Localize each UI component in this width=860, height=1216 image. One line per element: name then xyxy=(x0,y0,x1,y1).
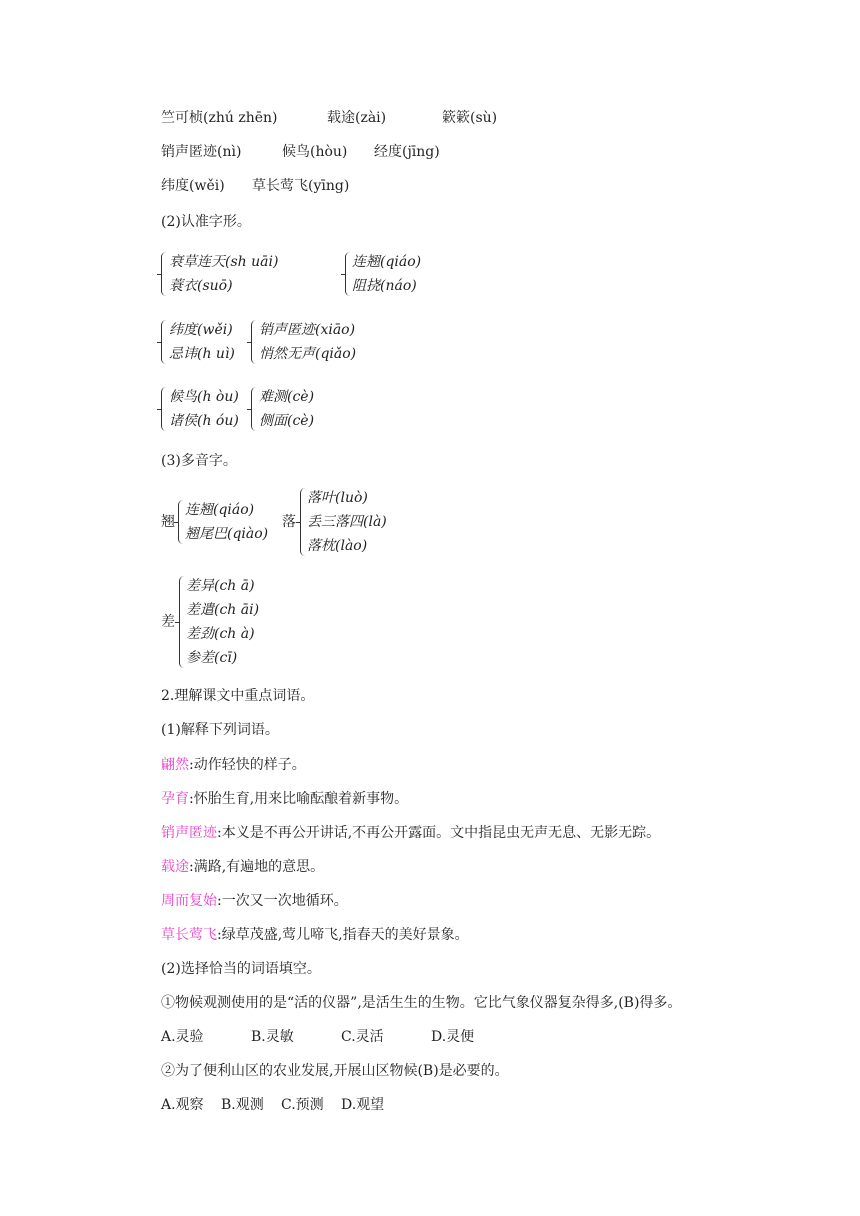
option: D.观望 xyxy=(341,1097,385,1113)
definition-text: :一次又一次地循环。 xyxy=(217,893,348,909)
glyph-item: 阻挠(náo) xyxy=(352,278,417,294)
option: A.观察 xyxy=(161,1097,204,1113)
poly-item: 差异(ch ā) xyxy=(186,578,255,594)
brace xyxy=(251,387,256,431)
poly-char: 落 xyxy=(282,514,296,530)
definition-text: :本义是不再公开讲话,不再公开露面。文中指昆虫无声无息、无影无踪。 xyxy=(217,825,661,841)
option: A.灵验 xyxy=(161,1029,204,1045)
section-heading: (1)解释下列词语。 xyxy=(161,722,279,738)
definition-text: :绿草茂盛,莺儿啼飞,指春天的美好景象。 xyxy=(217,927,469,943)
option: C.预测 xyxy=(281,1097,324,1113)
brace xyxy=(161,252,166,296)
definition-text: :满路,有遍地的意思。 xyxy=(189,859,325,875)
glyph-item: 连翘(qiáo) xyxy=(352,254,422,270)
section-heading: (2)认准字形。 xyxy=(161,214,251,230)
glyph-item: 忌讳(h uì) xyxy=(169,346,235,362)
question: ②为了便利山区的农业发展,开展山区物候(B)是必要的。 xyxy=(161,1063,509,1079)
glyph-item: 侧面(cè) xyxy=(259,413,315,429)
definition-line xyxy=(161,925,469,945)
glyph-item: 诸侯(h óu) xyxy=(169,413,239,429)
poly-item: 翘尾巴(qiào) xyxy=(185,526,269,542)
definition-term: 周而复始 xyxy=(161,893,217,909)
brace xyxy=(178,500,183,544)
poly-item: 参差(cī) xyxy=(186,650,238,666)
poly-item: 落叶(luò) xyxy=(307,490,368,506)
definition-text: :怀胎生育,用来比喻酝酿着新事物。 xyxy=(189,791,409,807)
question: ①物候观测使用的是“活的仪器”,是活生生的生物。它比气象仪器复杂得多,(B)得多。 xyxy=(161,995,682,1011)
pinyin-item: 载途(zài) xyxy=(327,110,387,126)
glyph-item: 悄然无声(qiǎo) xyxy=(259,346,357,362)
definition-term: 孕育 xyxy=(161,791,189,807)
definition-line xyxy=(161,755,306,775)
poly-char: 差 xyxy=(161,614,175,630)
definition-term: 销声匿迹 xyxy=(161,825,217,841)
poly-char: 翘 xyxy=(161,514,175,530)
poly-item: 差遣(ch āi) xyxy=(186,602,260,618)
option: B.灵敏 xyxy=(251,1029,294,1045)
brace xyxy=(300,488,305,556)
brace xyxy=(179,576,184,668)
pinyin-item: 草长莺飞(yīng) xyxy=(252,178,350,194)
definition-line xyxy=(161,789,408,809)
pinyin-item: 销声匿迹(nì) xyxy=(161,144,242,160)
poly-item: 落枕(lào) xyxy=(307,538,368,554)
option: C.灵活 xyxy=(341,1029,384,1045)
poly-item: 丢三落四(là) xyxy=(307,514,387,530)
option: D.灵便 xyxy=(431,1029,475,1045)
section-heading: (3)多音字。 xyxy=(161,453,237,469)
brace xyxy=(161,387,166,431)
brace xyxy=(251,320,256,364)
glyph-item: 蓑衣(suō) xyxy=(169,278,233,294)
section-heading: (2)选择恰当的词语填空。 xyxy=(161,961,321,977)
pinyin-item: 经度(jīng) xyxy=(374,144,440,160)
brace xyxy=(345,252,350,296)
definition-line xyxy=(161,891,348,911)
pinyin-item: 纬度(wěi) xyxy=(161,178,225,194)
glyph-item: 难测(cè) xyxy=(259,389,315,405)
definition-text: :动作轻快的样子。 xyxy=(189,757,306,773)
poly-item: 连翘(qiáo) xyxy=(185,502,255,518)
pinyin-item: 竺可桢(zhú zhēn) xyxy=(161,110,278,126)
glyph-item: 衰草连天(sh uāi) xyxy=(169,254,279,270)
poly-item: 差劲(ch à) xyxy=(186,626,255,642)
definition-line xyxy=(161,857,324,877)
glyph-item: 销声匿迹(xiāo) xyxy=(259,322,356,338)
glyph-item: 候鸟(h òu) xyxy=(169,389,239,405)
definition-term: 载途 xyxy=(161,859,189,875)
option: B.观测 xyxy=(221,1097,264,1113)
pinyin-item: 候鸟(hòu) xyxy=(282,144,348,160)
brace xyxy=(161,320,166,364)
definition-term: 草长莺飞 xyxy=(161,927,217,943)
pinyin-item: 簌簌(sù) xyxy=(442,110,498,126)
glyph-item: 纬度(wěi) xyxy=(169,322,233,338)
definition-term: 翩然 xyxy=(161,757,189,773)
definition-line xyxy=(161,823,660,843)
section-title: 2.理解课文中重点词语。 xyxy=(161,688,315,704)
